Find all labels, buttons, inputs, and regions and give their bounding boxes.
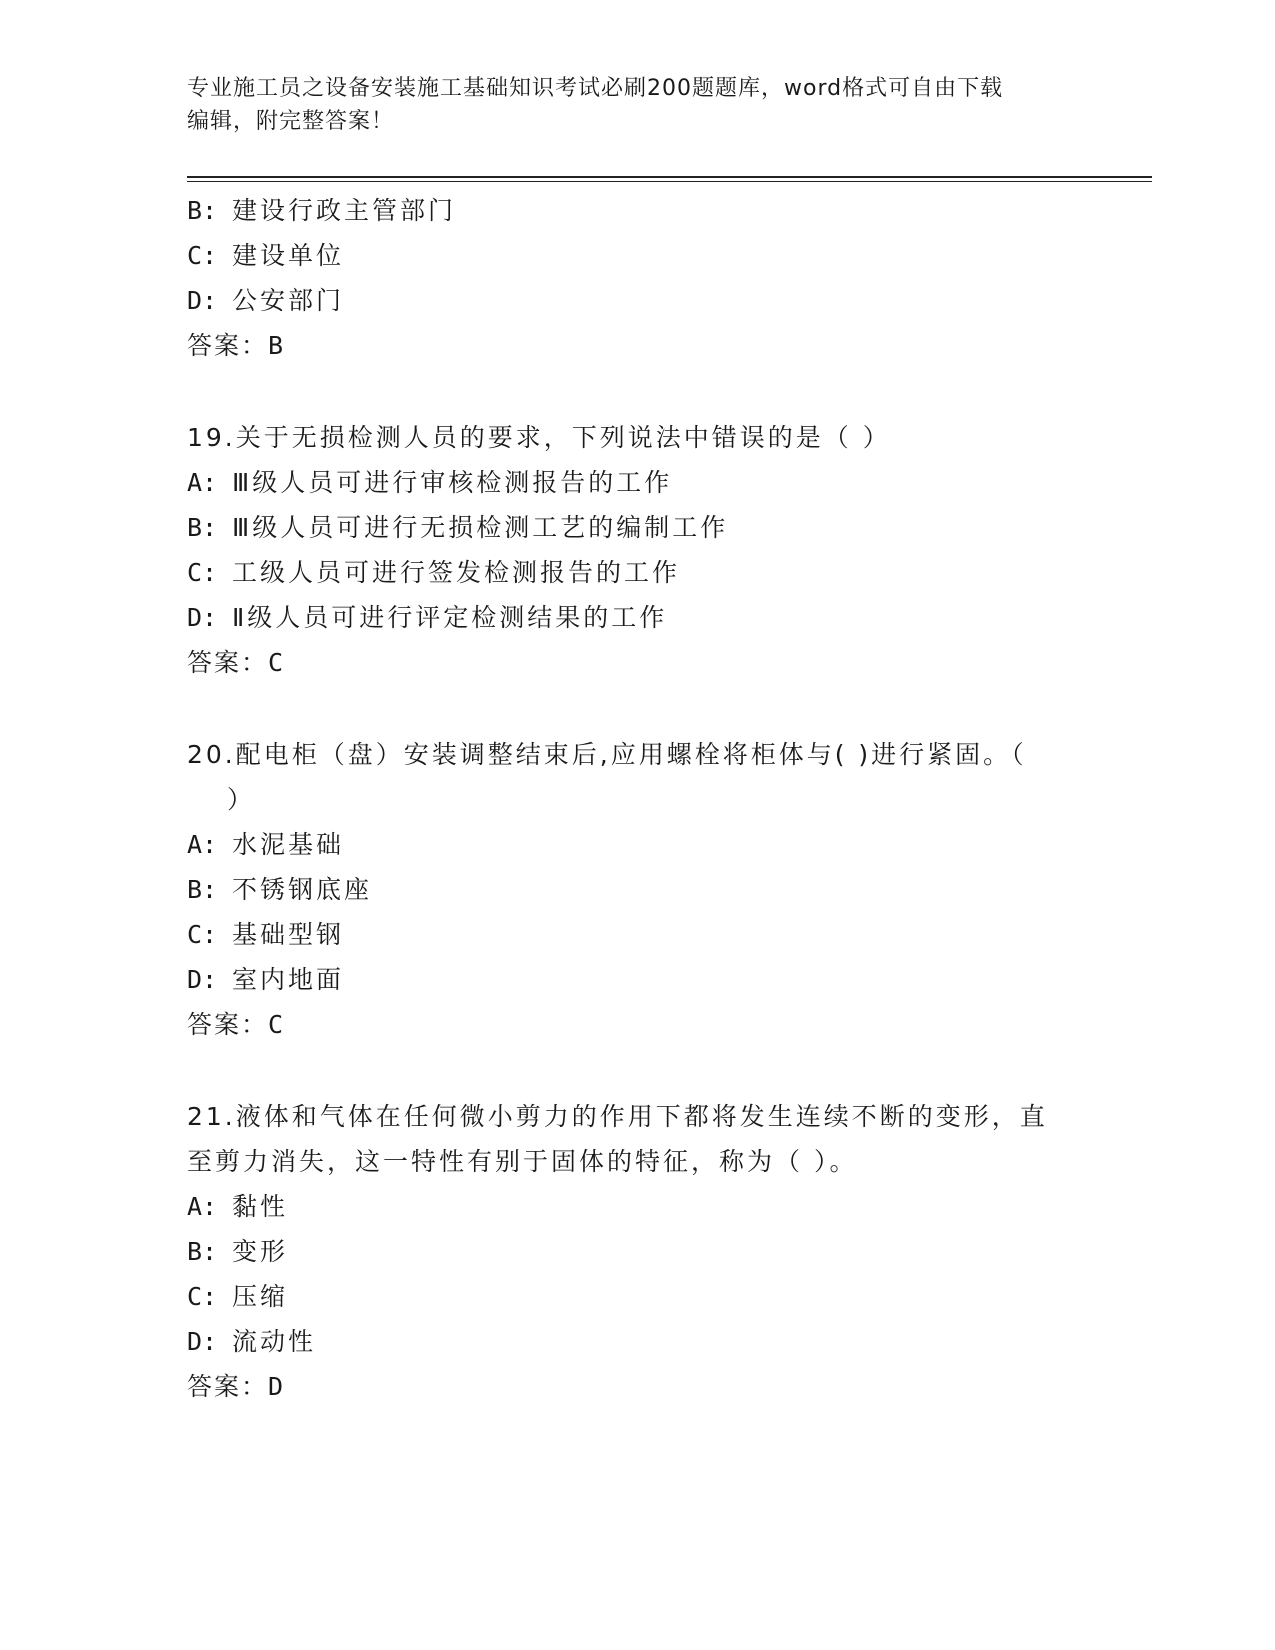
option-text: 建设单位 <box>232 241 345 270</box>
header-line-2: 编辑，附完整答案！ <box>187 109 395 134</box>
spacer <box>187 368 1087 415</box>
answer-line <box>187 1364 1087 1409</box>
answer-line <box>187 323 1087 368</box>
option-c <box>187 550 1087 595</box>
option-letter: A: <box>187 468 218 497</box>
option-letter: C: <box>187 558 218 587</box>
option-letter: B: <box>187 1237 218 1266</box>
spacer <box>187 685 1087 732</box>
option-c <box>187 912 1087 957</box>
question-block <box>187 415 1087 685</box>
option-d <box>187 1319 1087 1364</box>
option-a <box>187 1184 1087 1229</box>
option-text: 流动性 <box>232 1327 317 1356</box>
option-text: 变形 <box>232 1237 289 1266</box>
answer-label: 答案： <box>187 1372 269 1401</box>
answer-value: C <box>268 1010 286 1039</box>
option-letter: A: <box>187 1192 218 1221</box>
header-line-1: 专业施工员之设备安装施工基础知识考试必刷200题题库，word格式可自由下载 <box>187 76 1004 101</box>
option-b <box>187 505 1087 550</box>
option-text: Ⅲ级人员可进行无损检测工艺的编制工作 <box>232 513 729 542</box>
option-text: 室内地面 <box>232 965 345 994</box>
option-letter: C: <box>187 1282 218 1311</box>
option-text: 水泥基础 <box>232 830 345 859</box>
option-letter: B: <box>187 196 218 225</box>
option-letter: B: <box>187 513 218 542</box>
question-block <box>187 188 1087 368</box>
option-d <box>187 595 1087 640</box>
option-text: 建设行政主管部门 <box>232 196 457 225</box>
question-stem: 21.液体和气体在任何微小剪力的作用下都将发生连续不断的变形，直 <box>187 1102 1048 1131</box>
option-text: Ⅱ级人员可进行评定检测结果的工作 <box>232 603 668 632</box>
page-header <box>187 72 1087 138</box>
header-rule-thick <box>187 176 1152 178</box>
answer-value: D <box>268 1372 286 1401</box>
header-rule-thin <box>187 181 1152 182</box>
answer-line <box>187 640 1087 685</box>
question-stem: 20.配电柜（盘）安装调整结束后,应用螺栓将柜体与( )进行紧固。（ <box>187 740 1027 769</box>
question-stem-continued: 至剪力消失，这一特性有别于固体的特征，称为（ ）。 <box>187 1147 858 1176</box>
option-letter: A: <box>187 830 218 859</box>
option-text: 公安部门 <box>232 286 345 315</box>
option-a <box>187 822 1087 867</box>
option-letter: D: <box>187 603 218 632</box>
spacer <box>187 1047 1087 1094</box>
question-stem: 19.关于无损检测人员的要求，下列说法中错误的是（ ） <box>187 423 891 452</box>
answer-line <box>187 1002 1087 1047</box>
question-list <box>187 188 1087 1409</box>
option-d <box>187 278 1087 323</box>
question-block <box>187 732 1087 1047</box>
option-letter: D: <box>187 965 218 994</box>
option-text: 不锈钢底座 <box>232 875 373 904</box>
answer-label: 答案： <box>187 1010 269 1039</box>
option-text: 基础型钢 <box>232 920 345 949</box>
option-letter: B: <box>187 875 218 904</box>
option-b <box>187 867 1087 912</box>
answer-label: 答案： <box>187 331 269 360</box>
option-text: 黏性 <box>232 1192 289 1221</box>
option-letter: D: <box>187 286 218 315</box>
question-stem-continued: ） <box>227 785 256 814</box>
question-block <box>187 1094 1087 1409</box>
option-b <box>187 188 1087 233</box>
option-d <box>187 957 1087 1002</box>
option-b <box>187 1229 1087 1274</box>
answer-value: C <box>268 648 286 677</box>
option-text: Ⅲ级人员可进行审核检测报告的工作 <box>232 468 673 497</box>
option-letter: C: <box>187 241 218 270</box>
answer-label: 答案： <box>187 648 269 677</box>
option-text: 压缩 <box>232 1282 289 1311</box>
option-letter: C: <box>187 920 218 949</box>
option-c <box>187 1274 1087 1319</box>
option-letter: D: <box>187 1327 218 1356</box>
option-c <box>187 233 1087 278</box>
answer-value: B <box>268 331 286 360</box>
option-a <box>187 460 1087 505</box>
option-text: 工级人员可进行签发检测报告的工作 <box>232 558 681 587</box>
